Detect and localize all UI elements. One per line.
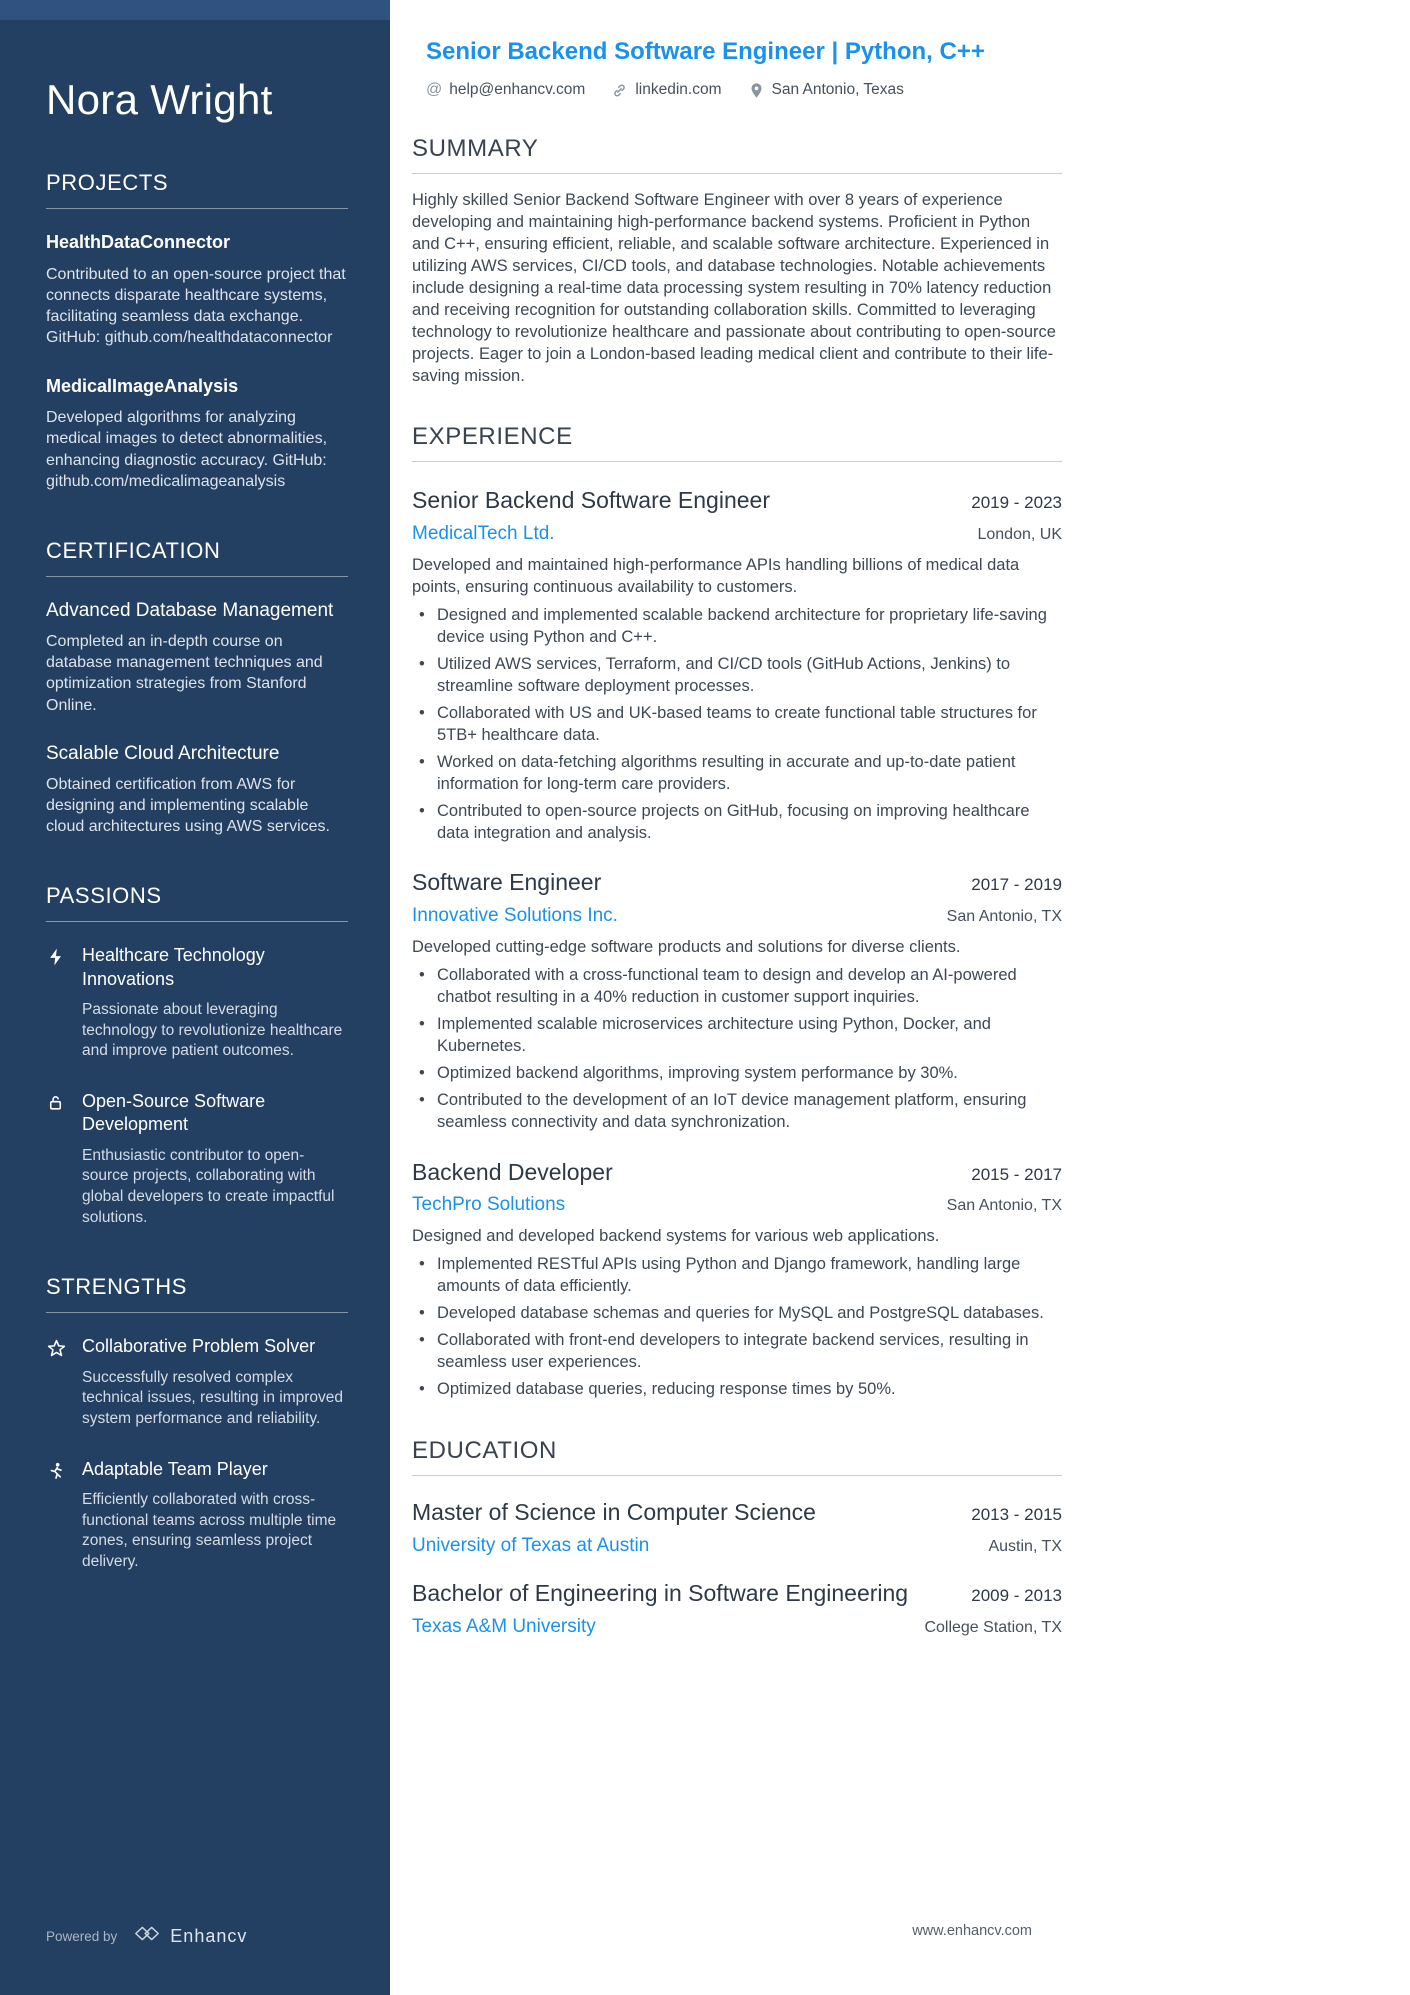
passion-title: Healthcare Technology Innovations: [82, 945, 265, 989]
job-bullet: • Collaborated with a cross-functional team to design and develop an AI-powered chatbot resulting in a 40% reduction in customer support inquiries.: [412, 965, 1062, 1009]
certification-description: Obtained certification from AWS for designing and implementing scalable cloud architectures using AWS services.: [46, 775, 330, 836]
job-bullet: • Implemented RESTful APIs using Python and Django framework, handling large amounts of data efficiently.: [412, 1254, 1062, 1298]
job-description: Developed cutting-edge software products and solutions for diverse clients.: [412, 938, 961, 957]
padlock-icon: [46, 1090, 68, 1228]
job-title: Software Engineer: [412, 869, 602, 896]
job-company: Innovative Solutions Inc.: [412, 905, 618, 927]
education-heading: EDUCATION: [412, 1437, 1062, 1476]
job-description: Designed and developed backend systems for various web applications.: [412, 1227, 940, 1246]
job-bullet: • Contributed to the development of an IoT device management platform, ensuring seamless connectivity and data synchronization.: [412, 1090, 1062, 1134]
job-title: Senior Backend Software Engineer: [412, 487, 770, 514]
certification-heading: CERTIFICATION: [46, 538, 348, 577]
job-location: London, UK: [977, 526, 1062, 544]
job-bullet: • Collaborated with front-end developers to integrate backend services, resulting in seamless user experiences.: [412, 1330, 1062, 1374]
job-company: TechPro Solutions: [412, 1194, 566, 1216]
education-entry: [412, 1579, 1062, 1638]
certification-item: [46, 599, 348, 716]
strength-description: Efficiently collaborated with cross-functional teams across multiple time zones, ensuring seamless project delivery.: [82, 1490, 337, 1570]
resume-main: [412, 0, 1062, 1638]
projects-heading: PROJECTS: [46, 170, 348, 209]
summary-text: Highly skilled Senior Backend Software Engineer with over 8 years of experience developing and maintaining high-performance backend systems. Proficient in Python and C++, ensuring efficient, reliable, and scalable software architecture. Experienced in utilizing AWS services, CI/CD tools, and database technologies. Notable achievements include designing a real-time data processing system resulting in 70% latency reduction and receiving recognition for outstanding collaboration skills. Committed to leveraging technology to revolutionize healthcare and passionate about contributing to open-source projects. Eager to join a London-based leading medical client and contribute to their life-saving mission.: [412, 191, 1056, 385]
certification-item: [46, 742, 348, 838]
strength-item: [46, 1335, 348, 1429]
location-text: San Antonio, Texas: [771, 81, 904, 98]
job-bullet: • Optimized backend algorithms, improving system performance by 30%.: [412, 1063, 1062, 1085]
lightning-bolt-icon: [46, 944, 68, 1062]
strengths-heading: STRENGTHS: [46, 1274, 348, 1313]
candidate-name: Nora Wright: [46, 76, 273, 123]
strength-item: [46, 1458, 348, 1573]
sidebar-top-accent-bar: [0, 0, 390, 20]
job-description: Developed and maintained high-performance APIs handling billions of medical data points, ensuring continuous availability to customers.: [412, 556, 1020, 597]
passions-heading: PASSIONS: [46, 883, 348, 922]
project-description: Contributed to an open-source project that connects disparate healthcare systems, facilitating seamless data exchange. GitHub: github.com/healthdataconnector: [46, 265, 346, 347]
job-location: San Antonio, TX: [946, 908, 1062, 926]
strength-title: Collaborative Problem Solver: [82, 1336, 316, 1357]
project-title: MedicalImageAnalysis: [46, 375, 239, 396]
enhancv-brand-label: Enhancv: [170, 1925, 248, 1946]
star-icon: [46, 1335, 68, 1429]
experience-entry: [412, 1158, 1062, 1401]
location-pin-icon: [748, 82, 765, 99]
job-dates: 2017 - 2019: [971, 875, 1062, 895]
school-location: Austin, TX: [988, 1537, 1062, 1555]
job-dates: 2019 - 2023: [971, 493, 1062, 513]
powered-by-label: Powered by: [46, 1928, 118, 1944]
project-title: HealthDataConnector: [46, 232, 231, 252]
job-bullet: • Worked on data-fetching algorithms resulting in accurate and up-to-date patient information for long-term care providers.: [412, 752, 1062, 796]
passion-item: [46, 944, 348, 1062]
education-entry: [412, 1498, 1062, 1557]
school-name: University of Texas at Austin: [412, 1534, 650, 1556]
job-location: San Antonio, TX: [946, 1197, 1062, 1215]
contact-location: [748, 81, 904, 99]
at-icon: @: [426, 81, 443, 98]
project-item: [46, 231, 348, 349]
job-bullet: • Optimized database queries, reducing response times by 50%.: [412, 1379, 1062, 1401]
contact-linkedin[interactable]: [611, 81, 721, 99]
job-bullet-list: [412, 605, 1062, 844]
job-bullet: • Collaborated with US and UK-based teams to create functional table structures for 5TB+ healthcare data.: [412, 703, 1062, 747]
school-location: College Station, TX: [924, 1618, 1062, 1636]
email-text: help@enhancv.com: [449, 81, 586, 98]
degree-dates: 2013 - 2015: [971, 1505, 1062, 1524]
project-item: [46, 375, 348, 493]
job-bullet-list: [412, 965, 1062, 1134]
running-person-icon: [46, 1458, 68, 1573]
passion-description: Passionate about leveraging technology to revolutionize healthcare and improve patient outcomes.: [82, 1001, 343, 1060]
experience-entry: [412, 868, 1062, 1133]
passion-description: Enthusiastic contributor to open-source projects, collaborating with global developers to create impactful solutions.: [82, 1146, 335, 1226]
certification-description: Completed an in-depth course on database management techniques and optimization strategies from Stanford Online.: [46, 632, 323, 714]
linkedin-text: linkedin.com: [635, 81, 722, 98]
experience-heading: EXPERIENCE: [412, 423, 1062, 462]
passion-title: Open-Source Software Development: [82, 1091, 266, 1135]
degree-dates: 2009 - 2013: [971, 1585, 1062, 1605]
job-company: MedicalTech Ltd.: [412, 523, 555, 545]
sidebar-footer: [46, 1925, 247, 1947]
contact-email[interactable]: [426, 81, 585, 99]
certification-title: Scalable Cloud Architecture: [46, 742, 280, 764]
sidebar: [0, 0, 390, 1995]
job-bullet: • Designed and implemented scalable backend architecture for proprietary life-saving device using Python and C++.: [412, 605, 1062, 649]
school-name: Texas A&M University: [412, 1615, 596, 1637]
resume-header: [412, 0, 1062, 99]
degree-title: Bachelor of Engineering in Software Engineering: [412, 1579, 909, 1606]
strength-description: Successfully resolved complex technical issues, resulting in improved system performance and reliability.: [82, 1368, 344, 1427]
job-title: Backend Developer: [412, 1158, 613, 1185]
experience-entry: [412, 486, 1062, 844]
enhancv-brand[interactable]: [133, 1925, 247, 1947]
job-dates: 2015 - 2017: [971, 1164, 1062, 1184]
job-bullet-list: [412, 1254, 1062, 1401]
job-bullet: • Contributed to open-source projects on GitHub, focusing on improving healthcare data integration and analysis.: [412, 801, 1062, 845]
strength-title: Adaptable Team Player: [82, 1458, 268, 1479]
passion-item: [46, 1090, 348, 1228]
job-bullet: • Developed database schemas and queries for MySQL and PostgreSQL databases.: [412, 1303, 1062, 1325]
resume-title: Senior Backend Software Engineer | Python, C++: [426, 38, 985, 65]
enhancv-logo-icon: [133, 1925, 161, 1947]
enhancv-url[interactable]: www.enhancv.com: [912, 1923, 1032, 1939]
job-bullet: • Utilized AWS services, Terraform, and CI/CD tools (GitHub Actions, Jenkins) to streamline software deployment processes.: [412, 654, 1062, 698]
contact-row: [426, 81, 1062, 99]
link-icon: [611, 82, 628, 99]
certification-title: Advanced Database Management: [46, 600, 334, 622]
project-description: Developed algorithms for analyzing medical images to detect abnormalities, enhancing diagnostic accuracy. GitHub: github.com/medicalimageanalysis: [46, 409, 328, 490]
job-bullet: • Implemented scalable microservices architecture using Python, Docker, and Kubernetes.: [412, 1014, 1062, 1058]
summary-heading: SUMMARY: [412, 135, 1062, 174]
degree-title: Master of Science in Computer Science: [412, 1499, 816, 1525]
